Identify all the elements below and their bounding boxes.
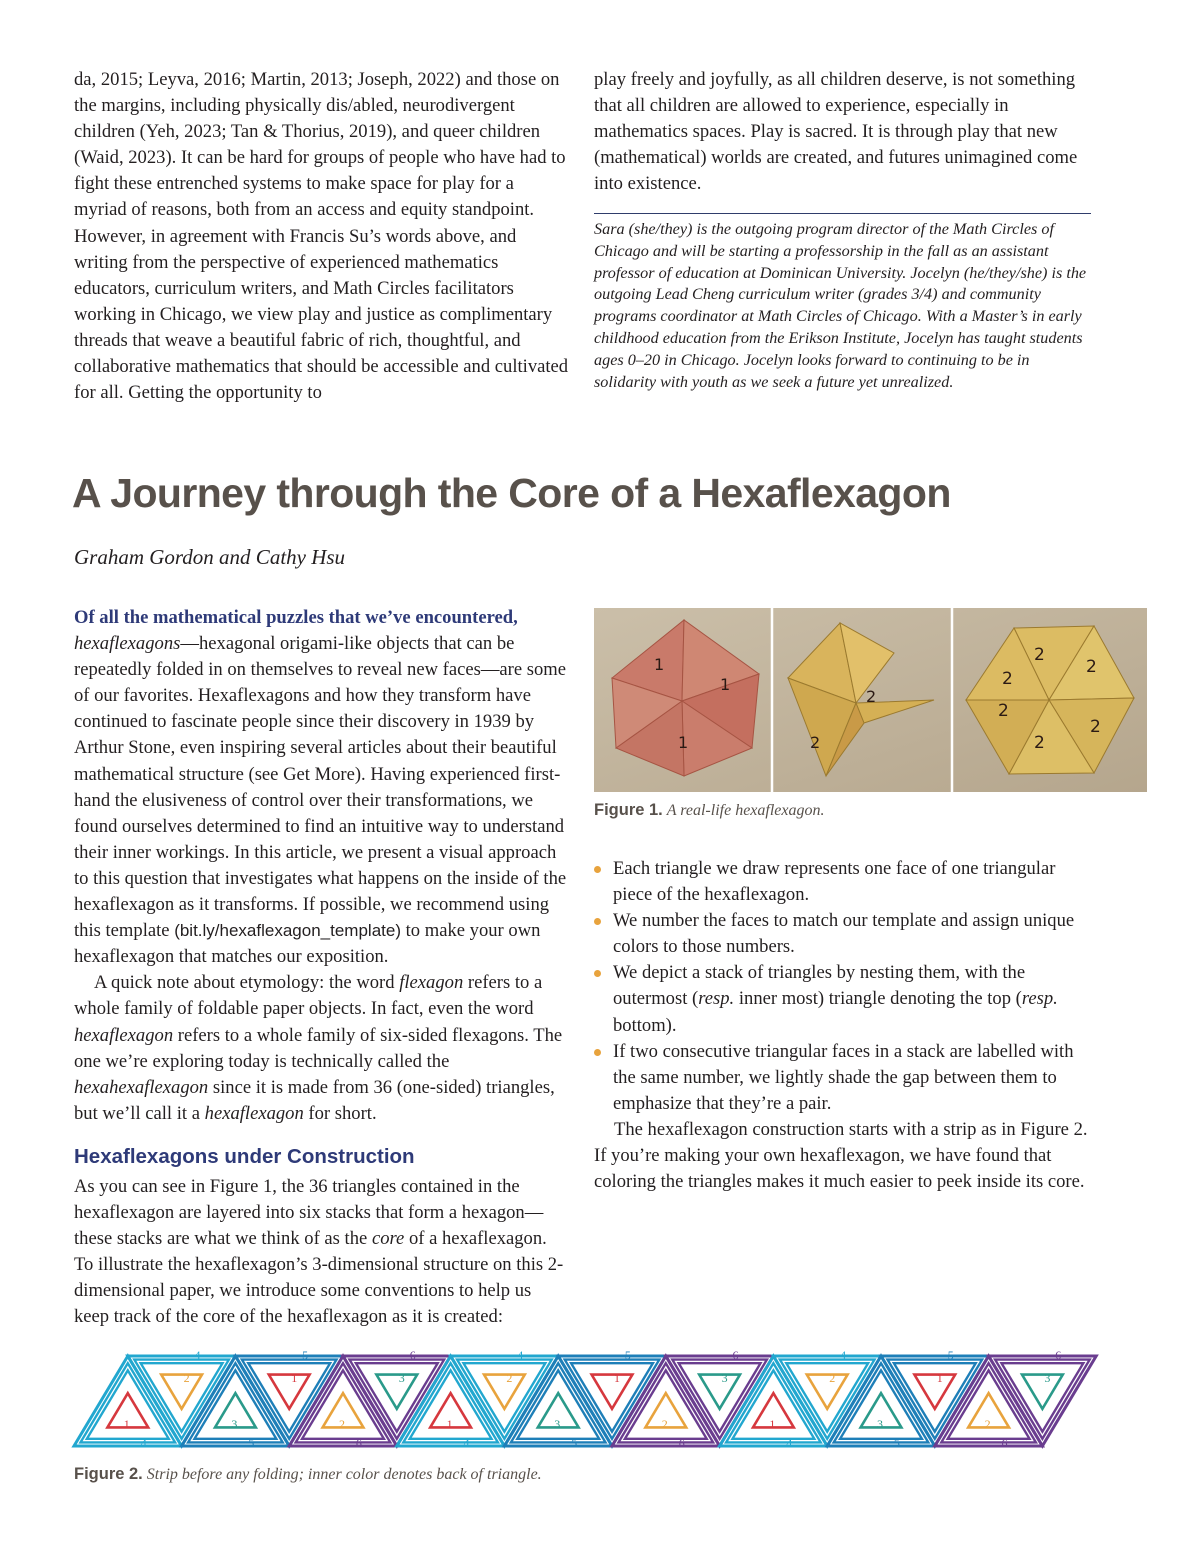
inner-triangle-outline — [807, 1375, 848, 1409]
inner-triangle-outline — [269, 1375, 310, 1409]
outer-face-number: 6 — [1001, 1436, 1008, 1450]
etymology-paragraph: A quick note about etymology: the word flexagon refers to a whole family of foldable paper objects. In fact, even the word hexaflexagon refers to a whole family of six-sided flexagons. The one we’re exploring today is technically called the hexahexaflexagon since it is made from 36 (one-sided) triangles, but we’ll call it a hexaflexagon for short. — [74, 972, 563, 1124]
term-hexaflexagons: hexaflexagons — [74, 633, 181, 655]
inner-face-number: 3 — [721, 1371, 728, 1385]
outer-face-number: 6 — [732, 1348, 739, 1362]
inner-triangle-outline — [914, 1375, 955, 1409]
outer-face-number: 4 — [463, 1436, 470, 1450]
author-bio: Sara (she/they) is the outgoing program director of the Math Circles of Chicago and will be starting a professorship in the fall as an assistant professor of education at Dominican University. Jocelyn (he/they/she) is the outgoing Lead Cheng curriculum writer (grades 3/4) and community programs coordinator at Math Circles of Chicago. With a Master’s in early childhood education from the Erikson Institute, Jocelyn has taught students ages 0–20 in Chicago. Jocelyn looks forward to continuing to be in solidarity with youth as we seek a future yet unrealized. — [594, 220, 1087, 391]
outer-face-number: 4 — [786, 1436, 793, 1450]
outer-face-number: 5 — [302, 1348, 309, 1362]
construction-paragraph: As you can see in Figure 1, the 36 triangles contained in the hexaflexagon are layered into six stacks that form a hexagon—these stacks are what we think of as the core of a hexaflexagon. To illustrate the hexaflexagon’s 3-dimensional structure on this 2-dimensional paper, we introduce some conventions to help us keep track of the core of the hexaflexagon as it is created: — [74, 1175, 564, 1328]
inner-face-number: 3 — [231, 1417, 238, 1431]
outer-face-number: 4 — [517, 1348, 524, 1362]
figure-2-caption-text: Strip before any folding; inner color denotes back of triangle. — [146, 1466, 542, 1483]
outer-face-number: 5 — [248, 1436, 255, 1450]
outer-face-number: 6 — [1055, 1348, 1062, 1362]
list-item: We number the faces to match our template and assign unique colors to those numbers. — [594, 908, 1092, 960]
inner-face-number: 3 — [1044, 1371, 1051, 1385]
inner-triangle-outline — [376, 1375, 417, 1409]
bio-divider — [594, 213, 1091, 214]
inner-face-number: 1 — [936, 1371, 943, 1385]
inner-face-number: 1 — [291, 1371, 298, 1385]
inner-triangle-outline — [1022, 1375, 1063, 1409]
photo-number: 1 — [720, 675, 731, 694]
inner-face-number: 1 — [123, 1417, 130, 1431]
inner-face-number: 2 — [661, 1417, 668, 1431]
figure-1-label: Figure 1. — [594, 801, 663, 819]
inner-face-number: 2 — [183, 1371, 190, 1385]
outer-face-number: 5 — [893, 1436, 900, 1450]
closing-paragraph: The hexaflexagon construction starts with a strip as in Figure 2. If you’re making your own hexaflexagon, we have found that coloring the triangles makes it much easier to peek inside its core. — [594, 1118, 1088, 1193]
inner-triangle-outline — [592, 1375, 633, 1409]
outer-face-number: 4 — [840, 1348, 847, 1362]
lead-in: Of all the mathematical puzzles that we’ve encountered, — [74, 607, 518, 628]
inner-face-number: 3 — [398, 1371, 405, 1385]
list-item: Each triangle we draw represents one face of one triangular piece of the hexaflexagon. — [594, 856, 1092, 908]
photo-number: 2 — [1090, 717, 1101, 737]
photo-number: 1 — [654, 655, 665, 674]
previous-article-column-left — [74, 67, 570, 406]
article-column-right — [594, 856, 1092, 1195]
outer-face-number: 4 — [140, 1436, 147, 1450]
figure-1-caption-text: A real-life hexaflexagon. — [666, 802, 825, 819]
intro-paragraph: Of all the mathematical puzzles that we’ve encountered, hexaflexagons—hexagonal origami-like objects that can be repeatedly folded in on themselves to reveal new faces—are some of our favorites. Hexaflexagons and how they transform have continued to fascinate people since their discovery in 1939 by Arthur Stone, even inspiring several articles about their beautiful mathematical structure (see Get More). Having experienced first-hand the elusiveness of control over their transformations, we found ourselves determined to find an intuitive way to understand their inner workings. In this article, we present a visual approach to this question that investigates what happens on the inside of the hexaflexagon as it transforms. If possible, we recommend using this template (bit.ly/hexaflexagon_template) to make your own hexaflexagon that matches our exposition. — [74, 607, 567, 968]
photo-number: 2 — [810, 733, 821, 752]
photo-number: 2 — [1034, 645, 1045, 665]
inner-face-number: 2 — [339, 1417, 345, 1431]
outer-face-number: 4 — [194, 1348, 201, 1362]
outer-face-number: 5 — [947, 1348, 954, 1362]
inner-face-number: 2 — [829, 1371, 836, 1385]
template-link[interactable]: (bit.ly/hexaflexagon_template) — [174, 921, 401, 941]
photo-number: 2 — [1086, 657, 1097, 677]
photo-number: 2 — [1034, 733, 1045, 753]
figure-2-caption — [74, 1465, 542, 1484]
outer-face-number: 5 — [571, 1436, 578, 1450]
previous-article-text-right: play freely and joyfully, as all children deserve, is not something that all children are allowed to experience, especially in mathematics spaces. Play is sacred. It is through play that new (mathematical) worlds are created, and futures unimagined come into existence. — [594, 69, 1078, 195]
outer-face-number: 6 — [678, 1436, 685, 1450]
figure-2-strip — [70, 1348, 1146, 1454]
inner-face-number: 3 — [554, 1417, 561, 1431]
previous-article-text-left: da, 2015; Leyva, 2016; Martin, 2013; Joseph, 2022) and those on the margins, including physically dis/abled, neurodivergent children (Yeh, 2023; Tan & Thorius, 2019), and queer children (Waid, 2023). It can be hard for groups of people who have had to fight these entrenched systems to make space for play for a myriad of reasons, both from an access and equity standpoint. However, in agreement with Francis Su’s words above, and writing from the perspective of experienced mathematics educators, curriculum writers, and Math Circles facilitators working in Chicago, we view play and justice as complimentary threads that weave a beautiful fabric of rich, thoughtful, and collaborative mathematics that should be accessible and cultivated for all. Getting the opportunity to — [74, 69, 569, 404]
figure-1-photo — [594, 608, 1147, 792]
photo-number: 2 — [998, 701, 1009, 721]
section-heading: Hexaflexagons under Construction — [74, 1144, 415, 1168]
inner-face-number: 1 — [446, 1417, 453, 1431]
conventions-list — [594, 856, 1092, 1117]
inner-face-number: 1 — [769, 1417, 776, 1431]
outer-face-number: 6 — [409, 1348, 416, 1362]
photo-number: 1 — [678, 733, 689, 752]
photo-number: 2 — [1002, 669, 1013, 689]
previous-article-column-right — [594, 67, 1092, 197]
inner-triangle-outline — [161, 1375, 202, 1409]
inner-triangle-outline — [699, 1375, 740, 1409]
outer-face-number: 5 — [624, 1348, 631, 1362]
photo-number: 2 — [866, 687, 877, 706]
figure-2-label: Figure 2. — [74, 1465, 143, 1483]
inner-triangle-outline — [484, 1375, 525, 1409]
inner-face-number: 3 — [877, 1417, 883, 1431]
list-item: If two consecutive triangular faces in a stack are labelled with the same number, we lightly shade the gap between them to emphasize that they’re a pair. — [594, 1039, 1092, 1117]
inner-face-number: 1 — [614, 1371, 620, 1385]
figure-1-caption — [594, 801, 825, 820]
article-authors: Graham Gordon and Cathy Hsu — [74, 545, 346, 569]
outer-face-number: 6 — [355, 1436, 362, 1450]
list-item: We depict a stack of triangles by nesting them, with the outermost (resp. inner most) triangle denoting the top (resp. bottom). — [594, 960, 1092, 1038]
inner-face-number: 2 — [984, 1417, 991, 1431]
article-column-left — [74, 605, 570, 1330]
inner-face-number: 2 — [506, 1371, 513, 1385]
article-title: A Journey through the Core of a Hexaflexagon — [72, 470, 951, 516]
